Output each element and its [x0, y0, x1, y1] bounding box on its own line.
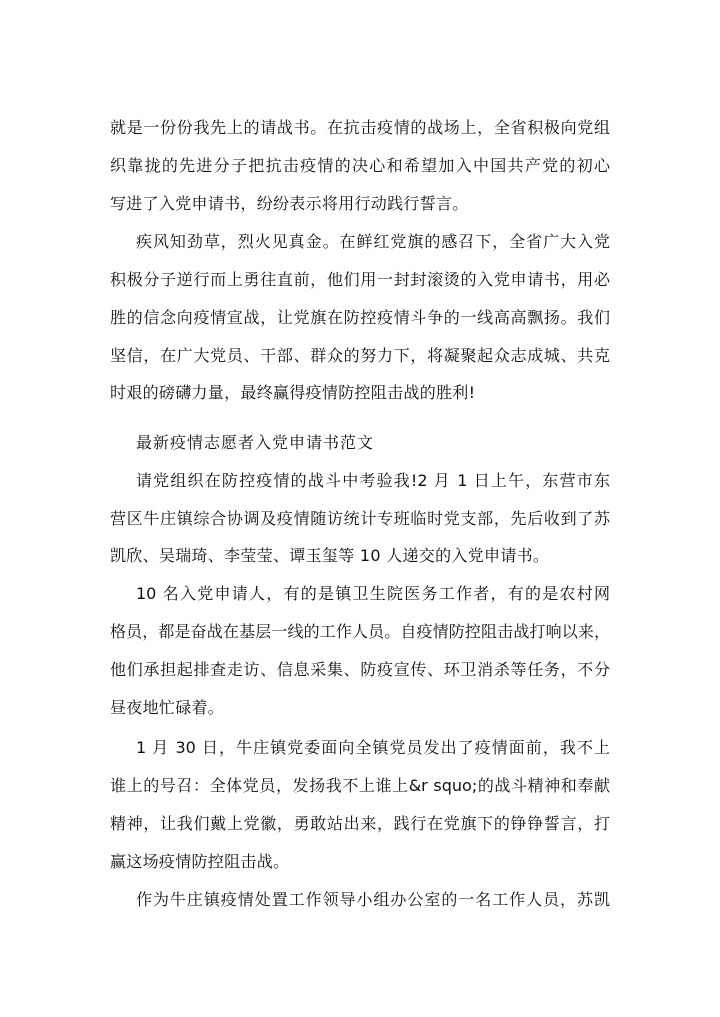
paragraph-2-line: 时艰的磅礴力量，最终赢得疫情防控阻击战的胜利! — [110, 383, 476, 402]
paragraph-3-line: 凯欣、吴瑞琦、李莹莹、谭玉玺等 10 人递交的入党申请书。 — [110, 546, 550, 565]
paragraph-4-line: 格员，都是奋战在基层一线的工作人员。自疫情防控阻击战打响以来， — [110, 622, 610, 641]
paragraph-2-line: 胜的信念向疫情宣战，让党旗在防控疫情斗争的一线高高飘扬。我们 — [110, 308, 610, 327]
paragraph-5-line: 1 月 30 日，牛庄镇党委面向全镇党员发出了疫情面前，我不上 — [136, 738, 610, 757]
paragraph-5-line: 谁上的号召：全体党员，发扬我不上谁上&r squo;的战斗精神和奉献 — [110, 776, 610, 795]
paragraph-5-line: 精神，让我们戴上党徽，勇敢站出来，践行在党旗下的铮铮誓言，打 — [110, 814, 610, 833]
paragraph-1-line: 就是一份份我先上的请战书。在抗击疫情的战场上，全省积极向党组 — [110, 118, 610, 137]
paragraph-4-line: 10 名入党申请人，有的是镇卫生院医务工作者，有的是农村网 — [136, 584, 610, 603]
paragraph-6-line: 作为牛庄镇疫情处置工作领导小组办公室的一名工作人员，苏凯 — [136, 890, 610, 909]
paragraph-3-line: 营区牛庄镇综合协调及疫情随访统计专班临时党支部，先后收到了苏 — [110, 509, 610, 528]
paragraph-2-line: 坚信，在广大党员、干部、群众的努力下，将凝聚起众志成城、共克 — [110, 346, 610, 365]
paragraph-2-line: 积极分子逆行而上勇往直前，他们用一封封滚烫的入党申请书，用必 — [110, 270, 610, 289]
section-heading: 最新疫情志愿者入党申请书范文 — [136, 433, 375, 452]
paragraph-2-line: 疾风知劲草，烈火见真金。在鲜红党旗的感召下，全省广大入党 — [136, 232, 610, 251]
paragraph-1-line: 织靠拢的先进分子把抗击疫情的决心和希望加入中国共产党的初心 — [110, 156, 610, 175]
paragraph-4-line: 他们承担起排查走访、信息采集、防疫宣传、环卫消杀等任务，不分 — [110, 660, 610, 679]
paragraph-5-line: 赢这场疫情防控阻击战。 — [110, 852, 290, 871]
paragraph-3-line: 请党组织在防控疫情的战斗中考验我!2 月 1 日上午，东营市东 — [136, 471, 610, 490]
paragraph-4-line: 昼夜地忙碌着。 — [110, 698, 225, 717]
paragraph-1-line: 写进了入党申请书，纷纷表示将用行动践行誓言。 — [110, 194, 469, 213]
